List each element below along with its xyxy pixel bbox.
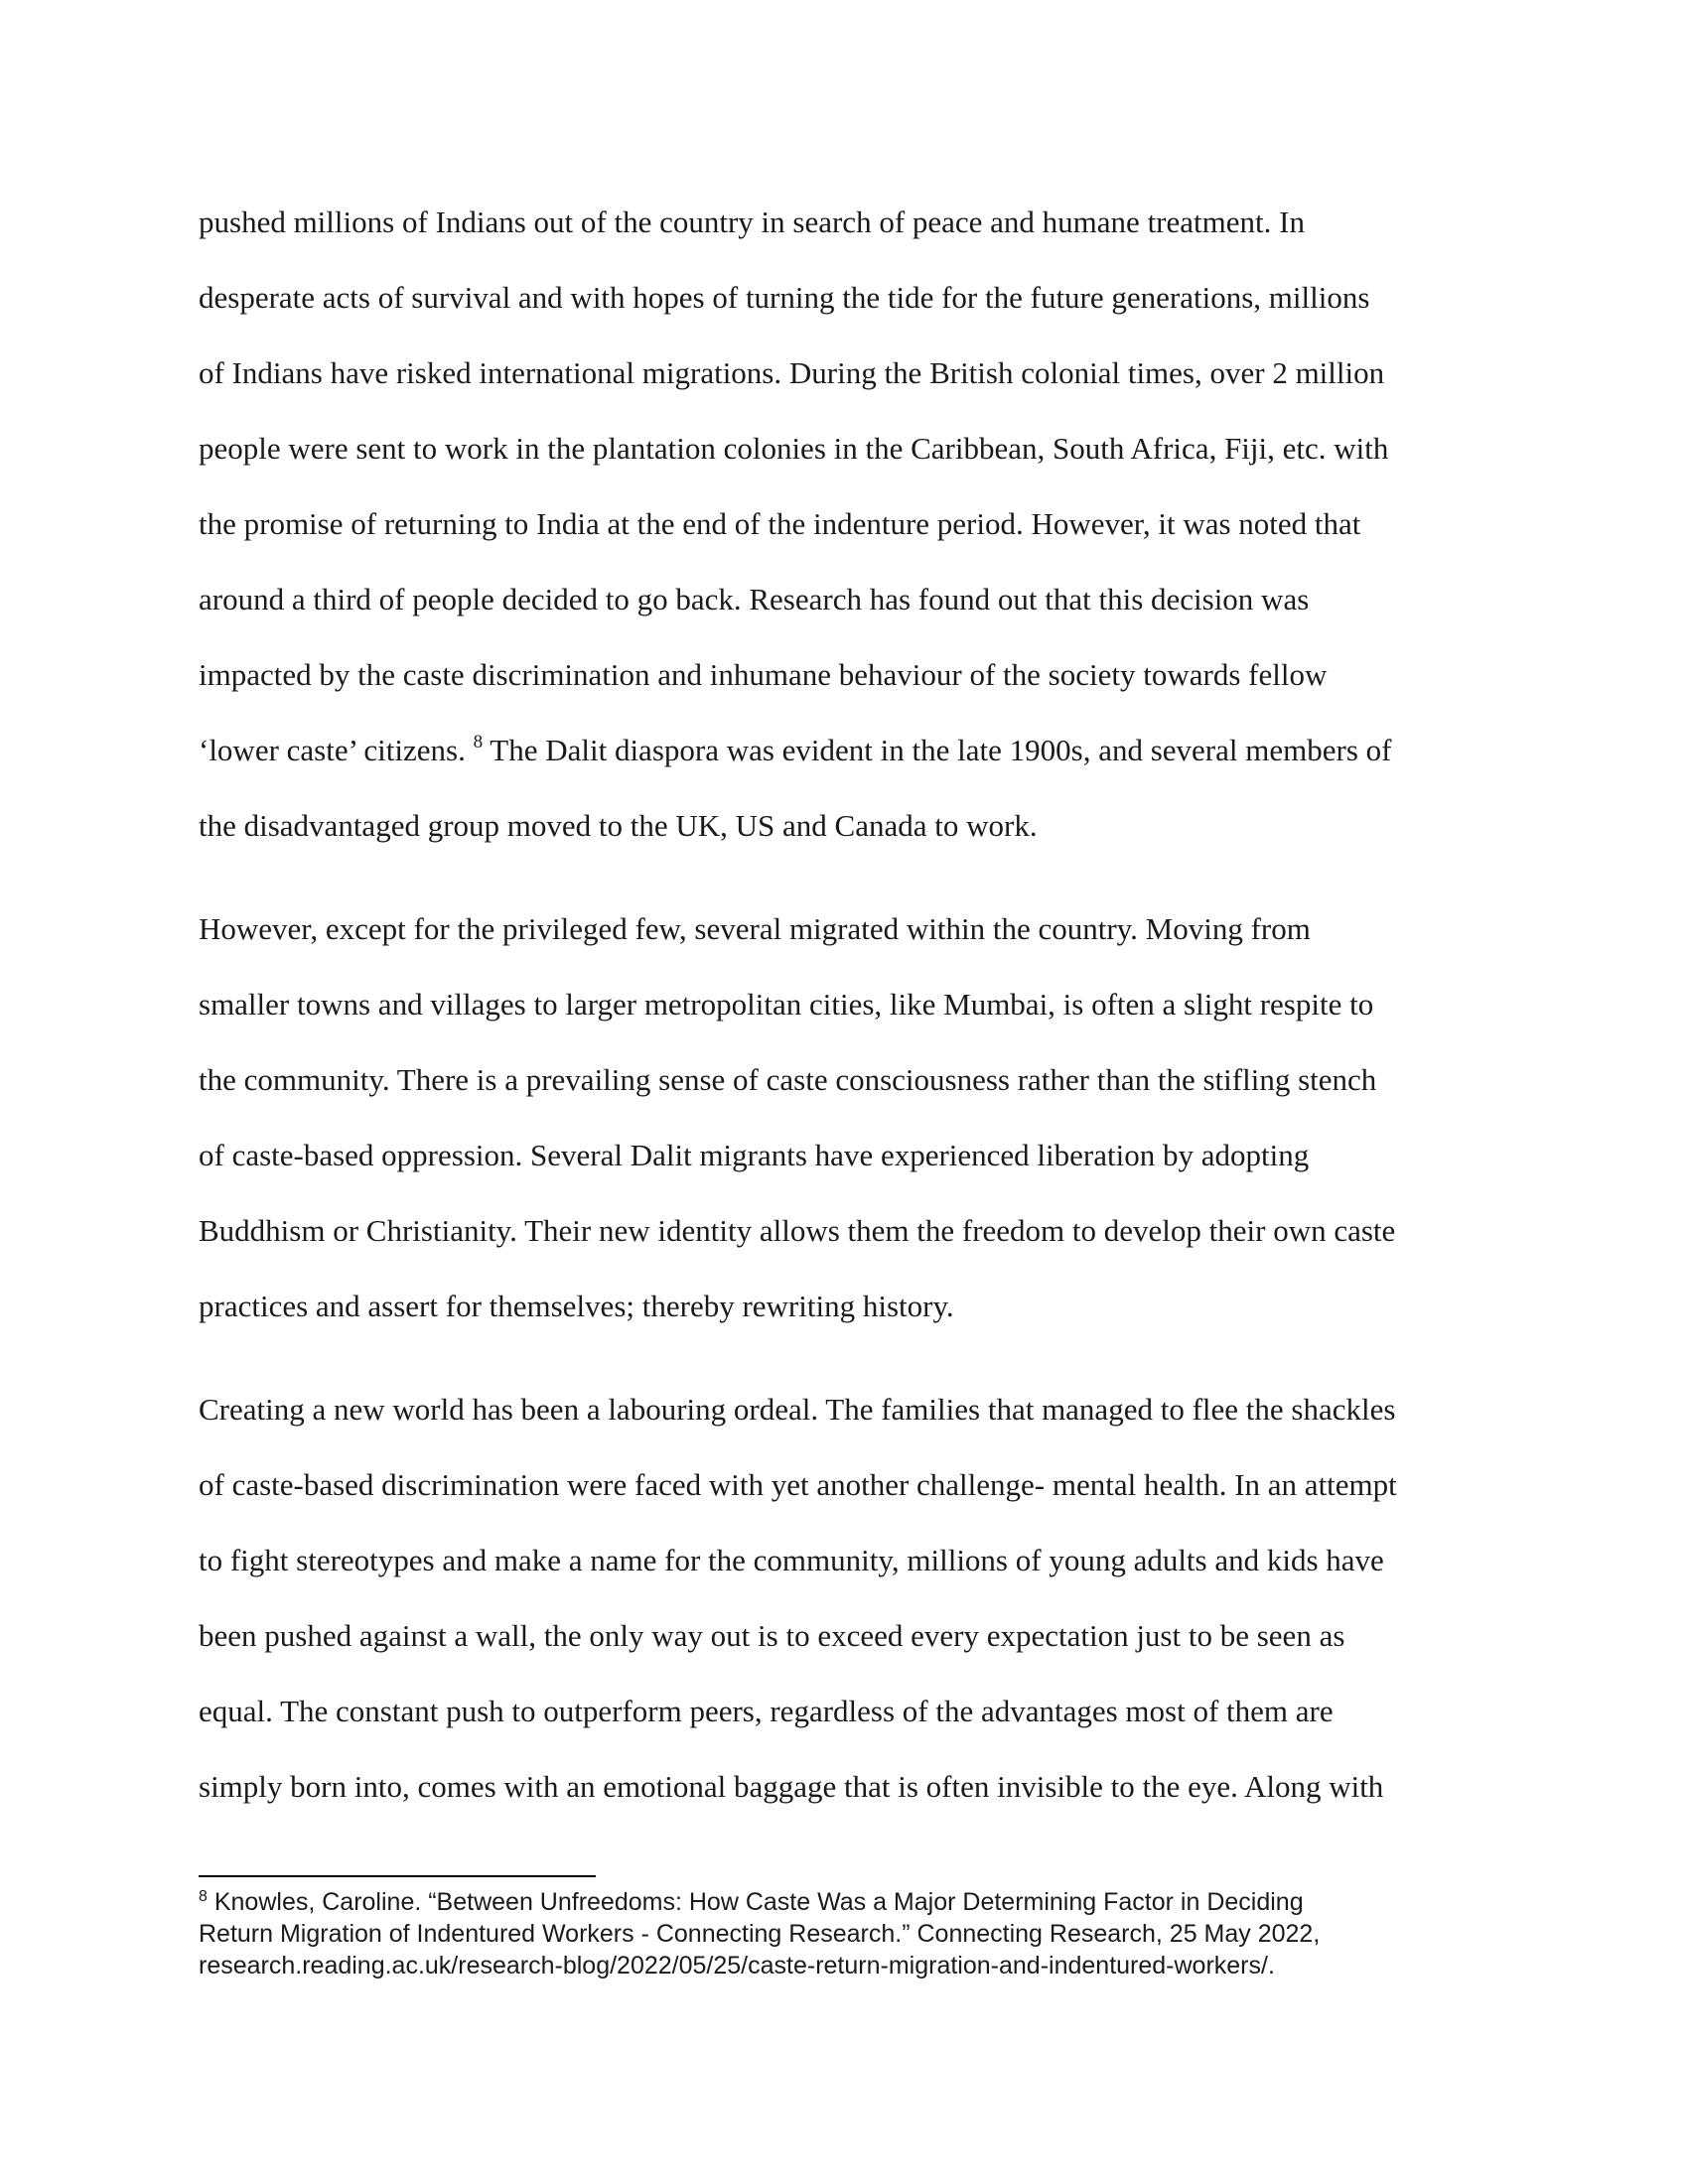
- text-line: been pushed against a wall, the only way out is to exceed every expectation just to be seen as: [199, 1618, 1345, 1653]
- text-segment: The Dalit diaspora was evident in the late 1900s, and several members of: [483, 733, 1392, 767]
- text-segment: ‘lower caste’ citizens.: [199, 733, 474, 767]
- text-line: practices and assert for themselves; thereby rewriting history.: [199, 1289, 954, 1323]
- footnote-text: Knowles, Caroline. “Between Unfreedoms: How Caste Was a Major Determining Factor in Deciding: [207, 1888, 1304, 1916]
- footnote-line[interactable]: research.reading.ac.uk/research-blog/2022/05/25/caste-return-migration-and-indentured-workers/.: [199, 1952, 1275, 1979]
- footnote-number: 8: [199, 1888, 208, 1905]
- text-line: Creating a new world has been a labouring ordeal. The families that managed to flee the shackles: [199, 1392, 1396, 1427]
- text-line: [199, 732, 1392, 767]
- footnote-reference[interactable]: 8: [473, 732, 484, 752]
- text-line: people were sent to work in the plantation colonies in the Caribbean, South Africa, Fiji, etc. with: [199, 431, 1389, 466]
- footnote-line: Return Migration of Indentured Workers - Connecting Research.” Connecting Research, 25 May 2022,: [199, 1920, 1321, 1948]
- text-line: smaller towns and villages to larger metropolitan cities, like Mumbai, is often a slight respite to: [199, 987, 1374, 1022]
- text-line: of Indians have risked international migrations. During the British colonial times, over 2 million: [199, 355, 1385, 390]
- text-line: impacted by the caste discrimination and inhumane behaviour of the society towards fellow: [199, 657, 1328, 692]
- text-line: the promise of returning to India at the end of the indenture period. However, it was noted that: [199, 506, 1361, 541]
- text-line: desperate acts of survival and with hopes of turning the tide for the future generations, millions: [199, 280, 1370, 315]
- footnote-line: [199, 1890, 1304, 1915]
- text-line: to fight stereotypes and make a name for the community, millions of young adults and kids have: [199, 1543, 1384, 1577]
- text-line: pushed millions of Indians out of the country in search of peace and humane treatment. In: [199, 205, 1305, 239]
- text-line: Buddhism or Christianity. Their new identity allows them the freedom to develop their own caste: [199, 1213, 1396, 1248]
- text-line: However, except for the privileged few, several migrated within the country. Moving from: [199, 911, 1311, 946]
- text-line: equal. The constant push to outperform peers, regardless of the advantages most of them are: [199, 1694, 1334, 1728]
- text-line: simply born into, comes with an emotional baggage that is often invisible to the eye. Along with: [199, 1769, 1384, 1804]
- text-line: of caste-based oppression. Several Dalit migrants have experienced liberation by adopting: [199, 1138, 1310, 1172]
- text-line: the community. There is a prevailing sense of caste consciousness rather than the stifling stench: [199, 1062, 1377, 1097]
- footnote-separator: [199, 1875, 596, 1877]
- text-line: around a third of people decided to go back. Research has found out that this decision was: [199, 582, 1310, 616]
- text-line: of caste-based discrimination were faced with yet another challenge- mental health. In an attempt: [199, 1467, 1397, 1502]
- text-line: the disadvantaged group moved to the UK, US and Canada to work.: [199, 808, 1038, 843]
